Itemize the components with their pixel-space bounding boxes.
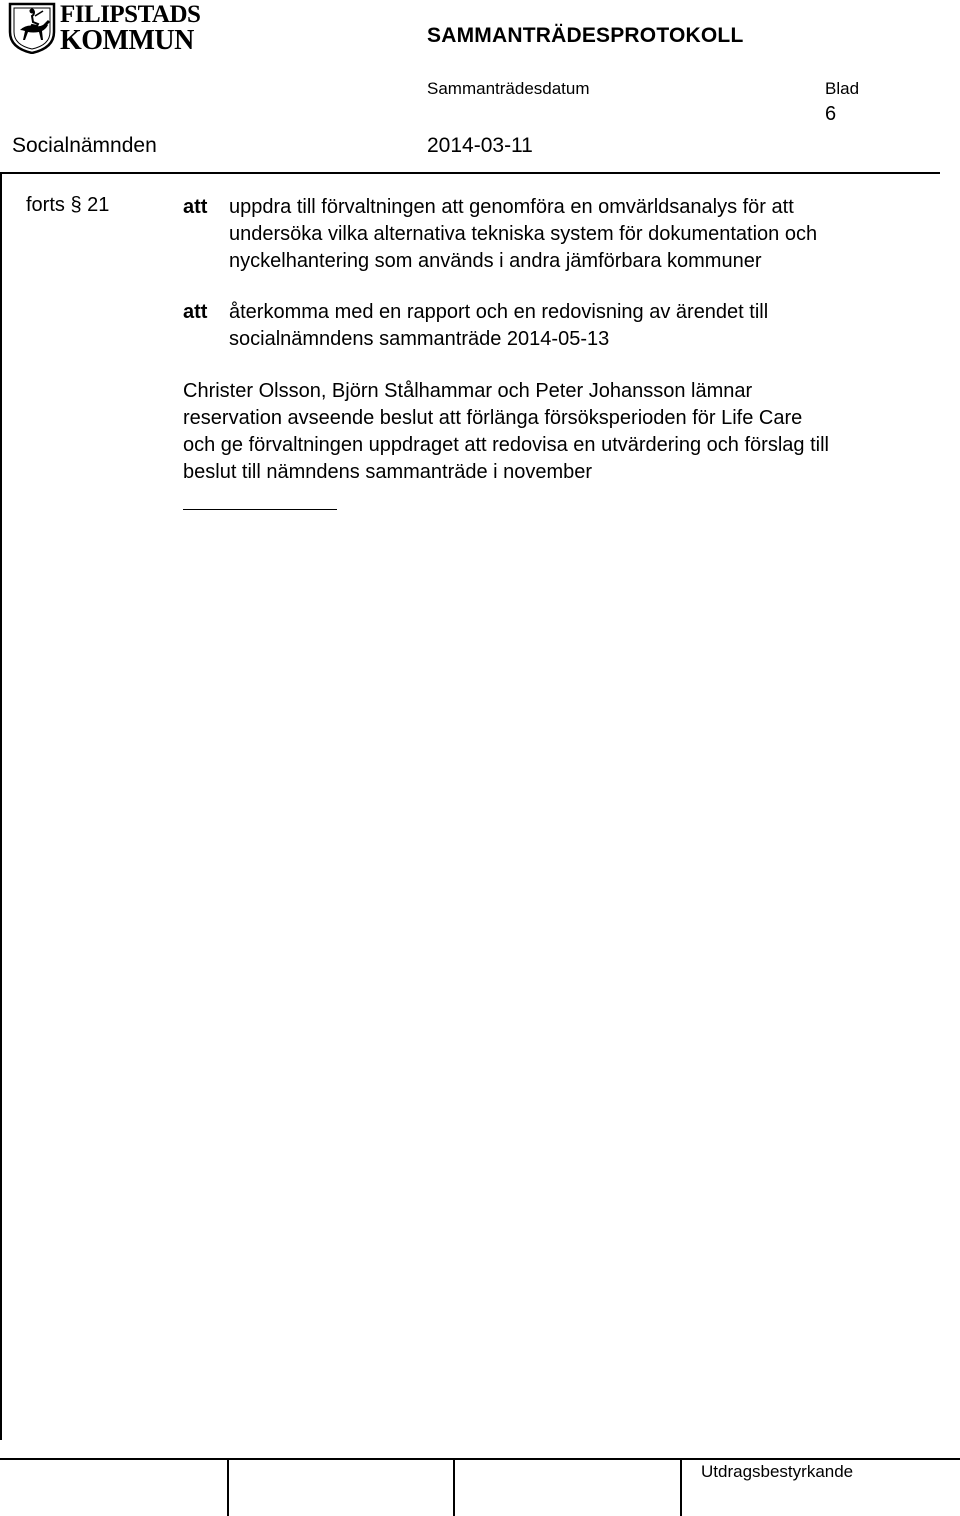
municipality-logo bbox=[8, 2, 218, 56]
signature-box-divider bbox=[453, 1458, 455, 1516]
page-label: Blad bbox=[825, 79, 860, 98]
logo-text-line2: KOMMUN bbox=[60, 25, 194, 56]
reservation-line: Christer Olsson, Björn Stålhammar och Peter Johansson lämnar bbox=[183, 380, 753, 402]
signature-box-divider bbox=[680, 1458, 682, 1516]
decision-item-1 bbox=[229, 194, 929, 275]
decision-item-line: återkomma med en rapport och en redovisning av ärendet till bbox=[229, 301, 769, 323]
signature-box-divider bbox=[227, 1458, 229, 1516]
decision-keyword: att bbox=[183, 301, 208, 323]
header-rule bbox=[0, 172, 940, 174]
decision-item-line: socialnämndens sammanträde 2014-05-13 bbox=[229, 328, 610, 350]
decision-item-line: uppdra till förvaltningen att genomföra en omvärldsanalys för att bbox=[229, 196, 794, 218]
paragraph-label: forts § 21 bbox=[26, 194, 110, 216]
left-margin-rule bbox=[0, 172, 2, 1440]
coat-of-arms-rider-icon bbox=[8, 2, 56, 54]
committee-name: Socialnämnden bbox=[12, 134, 157, 157]
section-end-line bbox=[183, 509, 337, 510]
decision-keyword: att bbox=[183, 196, 208, 218]
decision-item-line: nyckelhantering som används i andra jämförbara kommuner bbox=[229, 250, 762, 272]
document-title: SAMMANTRÄDESPROTOKOLL bbox=[427, 24, 744, 47]
decision-item-2 bbox=[229, 299, 929, 353]
reservation-line: och ge förvaltningen uppdraget att redovisa en utvärdering och förslag till bbox=[183, 434, 829, 456]
meeting-date: 2014-03-11 bbox=[427, 134, 533, 157]
page-number: 6 bbox=[825, 103, 837, 125]
meeting-date-label: Sammanträdesdatum bbox=[427, 79, 590, 98]
footer-rule bbox=[0, 1458, 960, 1460]
reservation-line: reservation avseende beslut att förlänga försöksperioden för Life Care bbox=[183, 407, 803, 429]
extract-certification-label: Utdragsbestyrkande bbox=[701, 1462, 854, 1481]
reservation-note bbox=[183, 378, 943, 486]
logo-text-line1: FILIPSTADS bbox=[60, 1, 201, 28]
reservation-line: beslut till nämndens sammanträde i november bbox=[183, 461, 593, 483]
decision-item-line: undersöka vilka alternativa tekniska system för dokumentation och bbox=[229, 223, 818, 245]
